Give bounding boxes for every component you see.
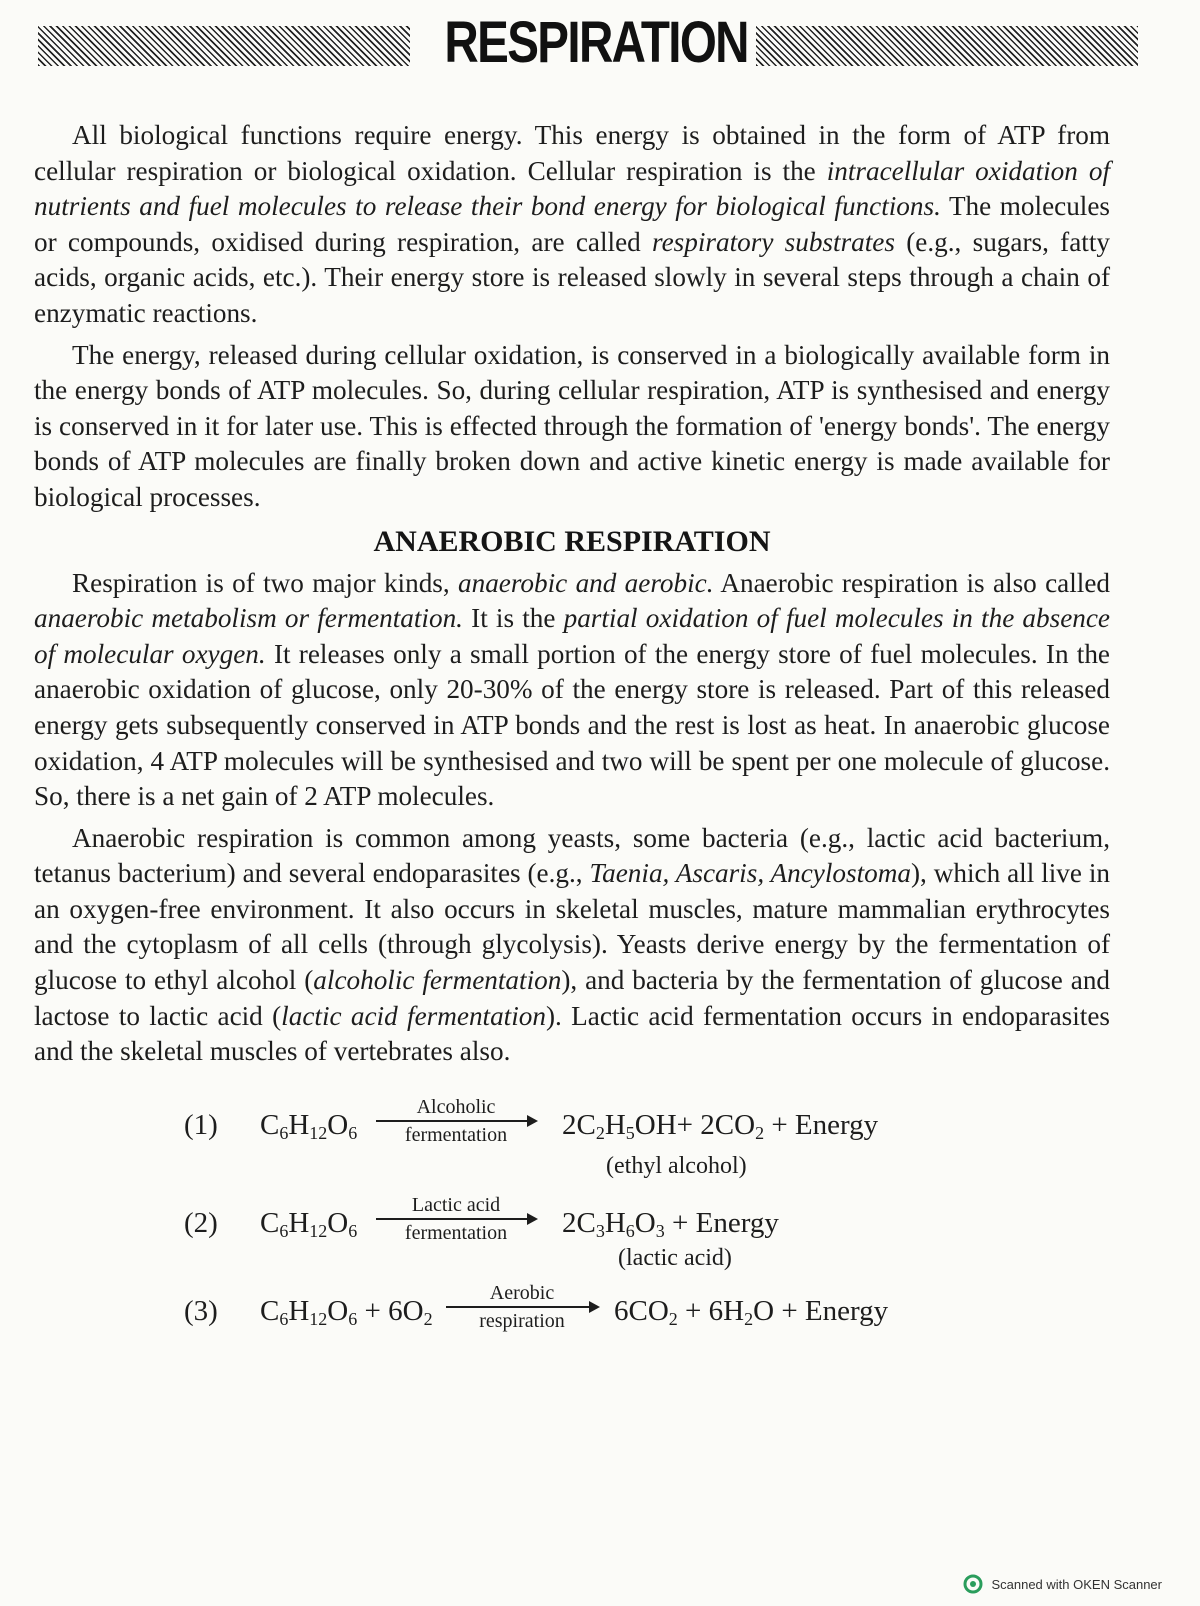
p4-text-g: ). Lactic acid fermentation occurs in endoparasites and the skeletal muscles of vertebrates also. <box>34 1000 1111 1067</box>
arrow-label-below: fermentation <box>404 1124 508 1146</box>
chapter-header <box>38 10 1138 75</box>
paragraph-1 <box>34 118 1110 332</box>
equation-product: $2C_3H_6O_3$ + Energy <box>562 1207 779 1241</box>
arrow-label-above: Alcoholic <box>416 1096 496 1118</box>
body-text <box>34 118 1110 1076</box>
equation-reactant: $C_6H_{12}O_6$ <box>260 1207 358 1241</box>
p4-italic-lactic: lactic acid fermentation <box>281 1000 546 1031</box>
equation-2 <box>184 1193 944 1253</box>
scanner-logo-icon <box>963 1574 983 1594</box>
equation-product: $2C_2H_5OH+ 2CO_2$ + Energy <box>562 1109 879 1143</box>
p1-text-e: (e.g., sugars, fatty acids, organic acids, etc.). Their energy store is released slowly in several steps through a chain of enzymatic reactions. <box>34 226 1110 328</box>
energy-label: + Energy <box>771 1109 879 1141</box>
equation-2-note: (lactic acid) <box>618 1245 732 1271</box>
equation-reactant: $C_6H_{12}O_6 + 6O_2$ <box>260 1295 433 1329</box>
arrow-icon <box>446 1306 598 1308</box>
p1-italic-term: respiratory substrates <box>652 226 895 257</box>
energy-label: + Energy <box>781 1295 889 1327</box>
paragraph-4 <box>34 821 1110 1070</box>
paragraph-3 <box>34 566 1110 815</box>
equation-3 <box>184 1281 984 1341</box>
scanner-watermark <box>963 1574 1162 1594</box>
equation-1 <box>184 1095 944 1155</box>
reaction-arrow <box>376 1193 536 1244</box>
section-heading: ANAEROBIC RESPIRATION <box>373 524 771 558</box>
p4-italic-alcoholic: alcoholic fermentation <box>313 965 562 996</box>
equation-reactant: $C_6H_{12}O_6$ <box>260 1109 358 1143</box>
equation-number: (2) <box>184 1207 218 1239</box>
p1-text-c: The molecules or compounds, oxidised during respiration, are called <box>34 191 1110 257</box>
arrow-label-above: Lactic acid <box>411 1194 501 1216</box>
equations-block <box>0 1085 1200 1345</box>
p3-italic-definition: partial oxidation of fuel molecules in the absence of molecular oxygen. <box>34 603 1110 669</box>
reaction-arrow <box>446 1281 598 1332</box>
chapter-title: RESPIRATION <box>444 10 748 75</box>
p3-text-e: It is the <box>462 603 564 634</box>
header-hatch-left <box>38 26 410 66</box>
arrow-label-above: Aerobic <box>489 1282 555 1304</box>
p1-italic-definition: intracellular oxidation of nutrients and fuel molecules to release their bond energy for biological functions. <box>34 155 1110 222</box>
p3-italic-names: anaerobic metabolism or fermentation. <box>34 603 463 634</box>
p3-text-g: It releases only a small portion of the energy store of fuel molecules. In the anaerobic oxidation of glucose, only 20-30% of the energy store is released. Part of this released energy gets subsequently conserved in ATP bonds and the rest is lost as heat. In anaerobic glucose oxidation, 4 ATP molecules will be synthesised and two will be spent per one molecule of glucose. So, there is a net gain of 2 ATP molecules. <box>34 638 1111 812</box>
p1-text-a: All biological functions require energy. This energy is obtained in the form of ATP from cellular respiration or biological oxidation. Cellular respiration is the <box>34 120 1110 186</box>
p3-text-c: Anaerobic respiration is also called <box>713 567 1110 598</box>
p4-text-a: Anaerobic respiration is common among yeasts, some bacteria (e.g., lactic acid bacterium, tetanus bacterium) and several endoparasites (e.g., <box>34 822 1110 889</box>
product-tail: OH+ 2CO <box>634 1109 756 1141</box>
p3-italic-kinds: anaerobic and aerobic. <box>458 567 714 598</box>
equation-number: (3) <box>184 1295 218 1327</box>
energy-label: + Energy <box>672 1207 779 1239</box>
reaction-arrow <box>376 1095 536 1146</box>
arrow-icon <box>376 1120 536 1122</box>
equation-product: $6CO_2 + 6H_2O$ + Energy <box>614 1295 889 1329</box>
header-hatch-right <box>756 26 1138 66</box>
equation-1-note: (ethyl alcohol) <box>606 1153 747 1179</box>
arrow-label-below: respiration <box>479 1310 565 1332</box>
paragraph-2: The energy, released during cellular oxidation, is conserved in a biologically available form in the energy bonds of ATP molecules. So, during cellular respiration, ATP is synthesised and energy is conserved in it for later use. This is effected through the formation of 'energy bonds'. The energy bonds of ATP molecules are finally broken down and active kinetic energy is made available for biological processes. <box>34 339 1110 512</box>
p4-text-e: ), and bacteria by the fermentation of glucose and lactose to lactic acid ( <box>34 965 1111 1031</box>
arrow-label-below: fermentation <box>404 1222 508 1244</box>
p3-text-a: Respiration is of two major kinds, <box>72 567 459 598</box>
scanner-watermark-text: Scanned with OKEN Scanner <box>991 1576 1162 1592</box>
p4-text-c: ), which all live in an oxygen-free environment. It also occurs in skeletal muscles, mature mammalian erythrocytes and the cytoplasm of all cells (through glycolysis). Yeasts derive energy by the fermentation of glucose to ethyl alcohol ( <box>34 858 1110 996</box>
equation-number: (1) <box>184 1109 218 1141</box>
p4-italic-genera: Taenia, Ascaris, Ancylostoma <box>589 858 911 889</box>
arrow-icon <box>376 1218 536 1220</box>
